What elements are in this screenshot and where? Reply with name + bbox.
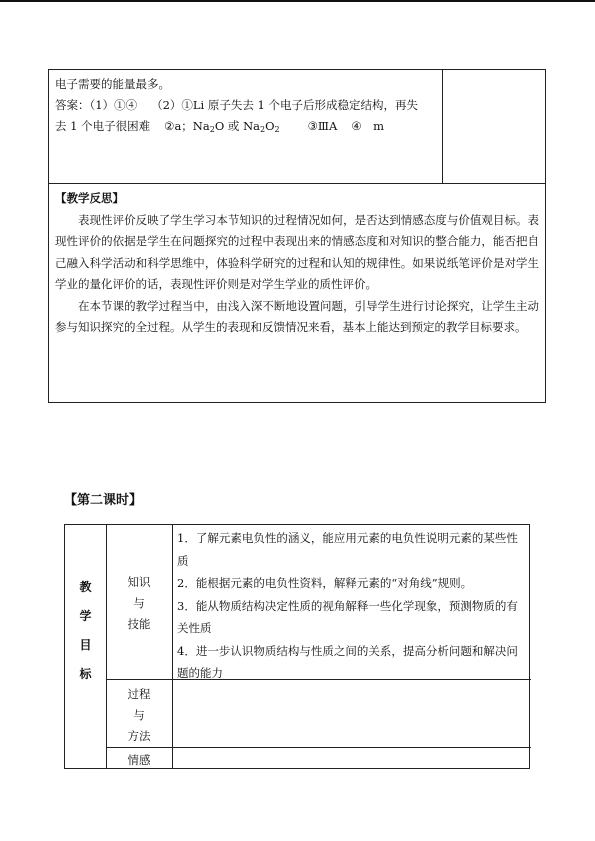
teaching-goals-table bbox=[64, 524, 530, 769]
teaching-goal-label: 教 学 目 标 bbox=[79, 580, 92, 681]
answer-part2-b: 去 1 个电子很困难 bbox=[55, 119, 151, 133]
answer-part2-d: ③ⅢA bbox=[307, 119, 338, 133]
answer-line-1 bbox=[55, 95, 439, 116]
list-item: 2．能根据元素的电负性资料，解释元素的“对角线”规则。 bbox=[177, 576, 473, 590]
page-top-rule bbox=[0, 0, 595, 2]
reflection-cell bbox=[55, 188, 539, 339]
table-divider-horizontal bbox=[49, 183, 545, 184]
list-item: 4．进一步认识物质结构与性质之间的关系，提高分析问题和解决问题的能力 bbox=[177, 643, 518, 680]
table-divider-vertical bbox=[442, 70, 443, 183]
continued-text: 电子需要的能量最多。 bbox=[55, 77, 170, 91]
section-title: 【第二课时】 bbox=[64, 493, 143, 508]
emotion-label: 情感 bbox=[127, 753, 151, 767]
reflection-paragraph-2: 在本节课的教学过程当中，由浅入深不断地设置问题，引导学生进行讨论探究，让学生主动参与知识探究的全过程。从学生的表现和反馈情况来看，基本上能达到预定的教学目标要求。 bbox=[55, 298, 539, 334]
knowledge-skills-label: 知识 与 技能 bbox=[127, 575, 151, 631]
answer-cell bbox=[55, 74, 439, 140]
reflection-paragraph-1: 表现性评价反映了学生学习本节知识的过程情况如何，是否达到情感态度与价值观目标。表现性评价的依据是学生在问题探究的过程中表现出来的情感态度和对知识的整合能力，能否把自己融入科学活动和科学思维中，体验科学研究的过程和认知的规律性。如果说纸笔评价是对学生学业的量化评价的话，表现性评价则是对学生学业的质性评价。 bbox=[55, 212, 539, 291]
list-item: 3．能从物质结构决定性质的视角解释一些化学现象，预测物质的有关性质 bbox=[177, 598, 518, 635]
answer-part1: （1）①④ bbox=[89, 98, 138, 112]
process-methods-label: 过程 与 方法 bbox=[127, 687, 151, 743]
answer-part2-e: ④ m bbox=[351, 119, 385, 133]
answer-part2-a: （2）①Li 原子失去 1 个电子后形成稳定结构，再失 bbox=[151, 98, 418, 112]
table-divider-horizontal bbox=[106, 747, 531, 748]
answer-label: 答案： bbox=[55, 98, 90, 112]
list-item: 1．了解元素电负性的涵义，能应用元素的电负性说明元素的某些性质 bbox=[177, 531, 518, 568]
answer-reflection-table bbox=[48, 69, 546, 403]
reflection-heading: 【教学反思】 bbox=[55, 191, 124, 205]
knowledge-goals-list bbox=[177, 527, 525, 685]
answer-line-2 bbox=[55, 116, 439, 140]
table-divider-vertical bbox=[172, 525, 173, 768]
answer-part2-c: ②a；$Na_2O$ 或 $Na_2O_2$ bbox=[164, 119, 280, 134]
